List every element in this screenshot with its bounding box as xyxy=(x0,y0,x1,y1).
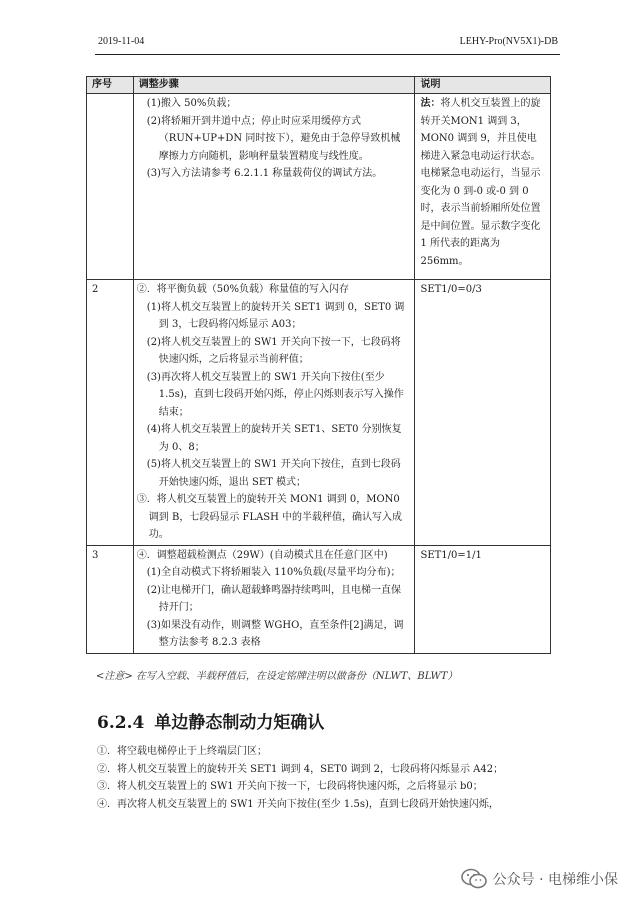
table-footnote: <注意> 在写入空载、半载秤值后，在设定铭牌注明以做备份（NLWT、BLWT） xyxy=(96,671,458,682)
step-heading: ②．将平衡负载（50%负载）称量值的写入闪存 xyxy=(136,284,350,295)
row-steps xyxy=(133,545,415,653)
column-header-note: 说明 xyxy=(415,77,551,94)
column-header-no: 序号 xyxy=(87,77,134,94)
step-item: (1)将人机交互装置上的旋转开关 SET1 调到 0，SET0 调到 3，七段码将闪烁显示 A03； xyxy=(146,301,405,330)
step-item: (3)再次将人机交互装置上的 SW1 开关向下按住(至少 1.5s)，直到七段码开始闪烁，停止闪烁则表示写入操作结束； xyxy=(146,371,404,418)
watermark-text: 公众号 · 电梯维小保 xyxy=(492,872,618,888)
row-number: 3 xyxy=(87,545,134,653)
watermark xyxy=(461,868,618,890)
table-row xyxy=(87,94,551,280)
wechat-official-account-icon xyxy=(461,868,487,890)
section-body xyxy=(97,743,557,813)
header-doc-id: LEHY-Pro(NV5X1)-DB xyxy=(459,36,558,47)
row-steps xyxy=(133,94,415,280)
body-line: ①．将空载电梯停止于上终端层门区； xyxy=(97,746,267,757)
step-heading: ③．将人机交互装置上的旋转开关 MON1 调到 0，MON0 调到 B，七段码显示 FLASH 中的半载秤值，确认写入成功。 xyxy=(136,494,403,540)
row-note: SET1/0=0/3 xyxy=(415,280,551,546)
section-title: 单边静态制动力矩确认 xyxy=(154,713,325,733)
header-rule xyxy=(95,54,560,55)
procedure-table xyxy=(86,76,551,654)
step-item: (2)将人机交互装置上的 SW1 开关向下按一下，七段码将快速闪烁，之后将显示当前秤值； xyxy=(146,336,401,365)
body-line: ②．将人机交互装置上的旋转开关 SET1 调到 4，SET0 调到 2，七段码将闪烁显示 A42； xyxy=(97,763,504,775)
row-note xyxy=(415,94,551,280)
step-item: (1)搬入 50%负载； xyxy=(146,98,237,109)
body-line: ④．再次将人机交互装置上的 SW1 开关向下按住(至少 1.5s)，直到七段码开始快速闪烁， xyxy=(97,798,499,810)
row-number xyxy=(87,94,134,280)
note-lead: 法： xyxy=(420,98,441,109)
row-number: 2 xyxy=(87,280,134,546)
column-header-steps: 调整步骤 xyxy=(133,77,415,94)
header-date: 2019-11-04 xyxy=(98,36,145,47)
section-heading xyxy=(97,708,324,733)
step-item: (1)全自动模式下将轿厢装入 110%负载(尽量平均分布)； xyxy=(146,567,401,578)
step-item: (2)将轿厢开到井道中点；停止时应采用缓停方式（RUN+UP+DN 同时按下），避免由于急停导致机械摩擦力方向随机，影响秤量装置精度与线性度。 xyxy=(146,115,401,162)
body-line: ③．将人机交互装置上的 SW1 开关向下按一下，七段码将快速闪烁，之后将显示 b0； xyxy=(97,781,483,792)
table-row xyxy=(87,280,551,546)
step-item: (5)将人机交互装置上的 SW1 开关向下按住，直到七段码开始快速闪烁，退出 SET 模式； xyxy=(146,459,401,488)
table-header-row xyxy=(87,77,551,94)
note-text: 将人机交互装置上的旋转开关MON1 调到 3，MON0 调到 9，并且使电梯进入紧急电动运行状态。电梯紧急电动运行，当显示变化为 0 到-0 或-0 到 0 时，表示当前轿厢所处位置是中间位置。显示数字变化 1 所代表的距离为 256mm。 xyxy=(420,98,541,267)
step-item: (4)将人机交互装置上的旋转开关 SET1、SET0 分别恢复为 0、8； xyxy=(146,424,402,453)
step-heading: ④．调整超载检测点（29W）(自动模式且在任意门区中) xyxy=(136,549,388,561)
row-note: SET1/0=1/1 xyxy=(415,545,551,653)
section-number: 6.2.4 xyxy=(97,713,145,733)
step-item: (3)如果没有动作，则调整 WGHO，直至条件[2]满足，调整方法参考 8.2.3 表格 xyxy=(146,619,404,648)
step-item: (3)写入方法请参考 6.2.1.1 称量载荷仪的调试方法。 xyxy=(146,168,383,179)
row-steps xyxy=(133,280,415,546)
step-item: (2)让电梯开门，确认超载蜂鸣器持续鸣叫，且电梯一直保持开门； xyxy=(146,584,401,613)
table-row xyxy=(87,545,551,653)
